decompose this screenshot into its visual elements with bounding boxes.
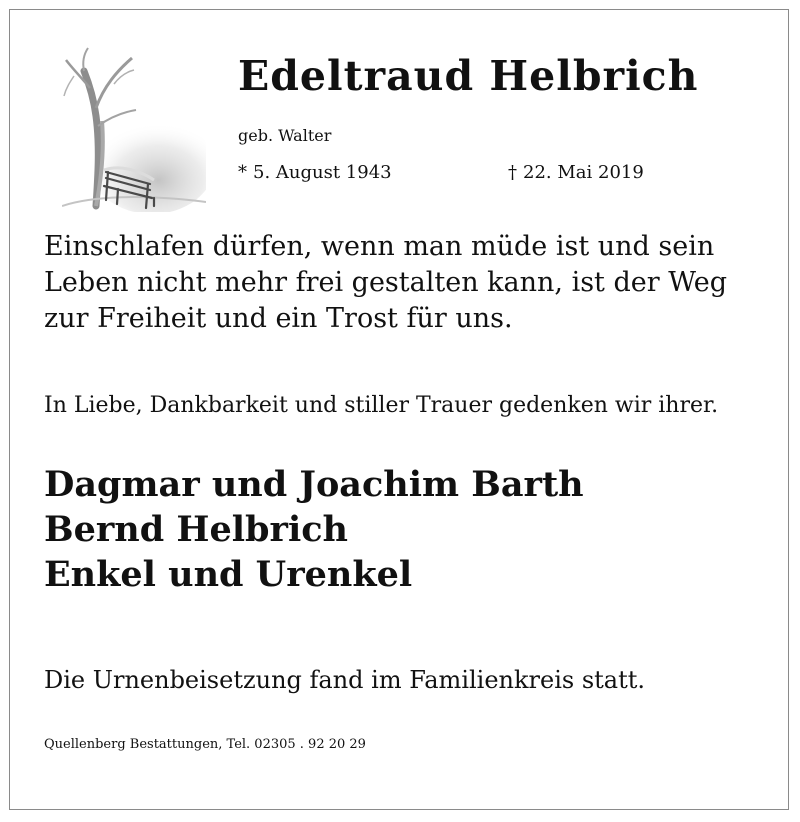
mourner-name: Dagmar und Joachim Barth (44, 464, 584, 505)
mourner-name: Bernd Helbrich (44, 509, 348, 550)
maiden-name: geb. Walter (238, 126, 332, 145)
death-date: 22. Mai 2019 (523, 162, 644, 183)
birth-date: 5. August 1943 (253, 162, 392, 183)
quote-line: Leben nicht mehr frei gestalten kann, ist der Weg (44, 267, 728, 298)
birth-date-line (238, 162, 392, 183)
deceased-name: Edeltraud Helbrich (238, 52, 699, 100)
quote-line: zur Freiheit und ein Trost für uns. (44, 303, 513, 334)
mourner-name: Enkel und Urenkel (44, 554, 413, 595)
death-date-line (508, 162, 644, 183)
quote-line: Einschlafen dürfen, wenn man müde ist und sein (44, 231, 715, 262)
burial-note: Die Urnenbeisetzung fand im Familienkreis statt. (44, 666, 646, 694)
death-cross-icon: † (508, 162, 517, 183)
mourning-text: In Liebe, Dankbarkeit und stiller Trauer gedenken wir ihrer. (44, 393, 719, 418)
birth-star-icon: * (238, 162, 247, 183)
undertaker-contact: Quellenberg Bestattungen, Tel. 02305 . 92 20 29 (44, 737, 366, 752)
quote (44, 229, 764, 337)
mourners-list (44, 462, 584, 597)
tree-bench-illustration-icon (62, 46, 206, 212)
